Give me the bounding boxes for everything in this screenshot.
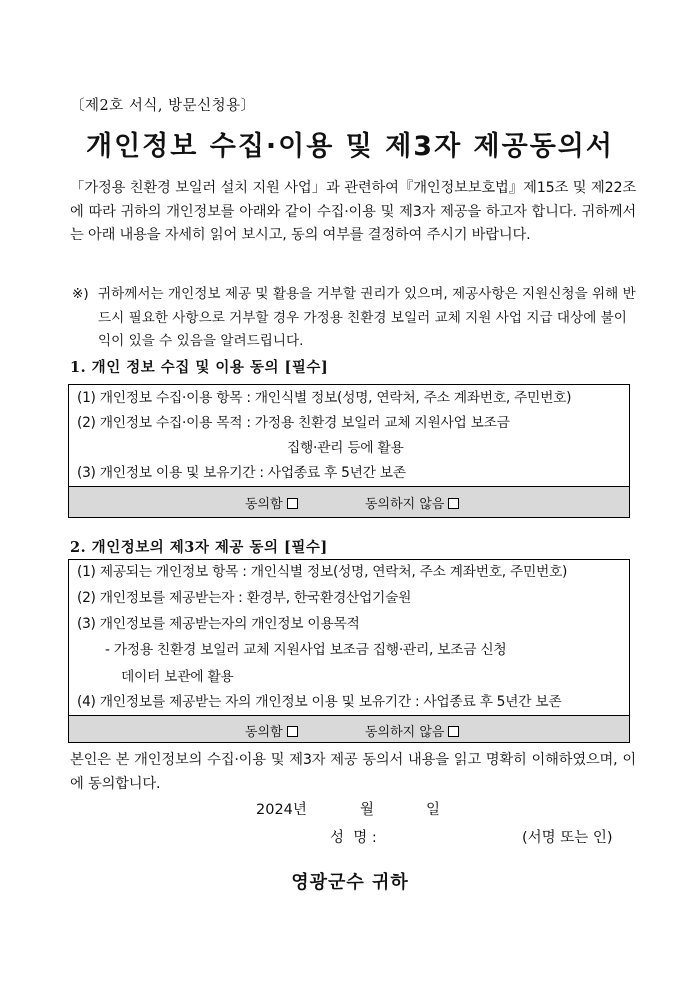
- date-year: 2024년: [256, 802, 307, 818]
- section1-consent-bar: [69, 486, 629, 517]
- section1-agree-label: 동의함: [245, 497, 283, 512]
- notice: [72, 283, 638, 354]
- recipient: 영광군수 귀하: [291, 872, 409, 893]
- section1-disagree-option[interactable]: [365, 493, 459, 512]
- notice-mark: ※): [72, 286, 89, 302]
- page-title: 개인정보 수집·이용 및 제3자 제공동의서: [86, 131, 614, 162]
- section2-item-3-sub: - 가정용 친환경 보일러 교체 지원사업 보조금 집행·관리, 보조금 신청: [105, 642, 507, 658]
- section2-agree-checkbox[interactable]: [287, 726, 298, 737]
- section1-item-3: (3) 개인정보 이용 및 보유기간 : 사업종료 후 5년간 보존: [77, 465, 406, 481]
- section2-disagree-label: 동의하지 않음: [365, 725, 445, 740]
- intro-paragraph: 「가정용 친환경 보일러 설치 지원 사업」과 관련하여『개인정보보호법』제15조 및 제22조에 따라 귀하의 개인정보를 아래와 같이 수집·이용 및 제3자 제공을 하고자 합니다. 귀하께서는 아래 내용을 자세히 읽어 보시고, 동의 여부를 결정하여 주시기 바랍니다.: [70, 180, 636, 243]
- section1-disagree-label: 동의하지 않음: [365, 497, 445, 512]
- notice-text: 귀하께서는 개인정보 제공 및 활용을 거부할 권리가 있으며, 제공사항은 지원신청을 위해 반드시 필요한 사항으로 거부할 경우 가정용 친환경 보일러 교체 지원 사업 지급 대상에 불이익이 있을 수 있음을 알려드립니다.: [98, 286, 636, 349]
- section2-disagree-checkbox[interactable]: [448, 726, 459, 737]
- section1-agree-option[interactable]: [245, 493, 298, 512]
- section2-item-2: (2) 개인정보를 제공받는자 : 환경부, 한국환경산업기술원: [77, 590, 412, 606]
- section2-item-3: (3) 개인정보를 제공받는자의 개인정보 이용목적: [77, 616, 360, 632]
- section2-consent-bar: [69, 715, 629, 742]
- date-month: 월: [360, 802, 375, 818]
- section1-item-2-cont: 집행·관리 등에 활용: [287, 440, 404, 456]
- section2-agree-label: 동의함: [245, 725, 283, 740]
- section2-box: [68, 559, 630, 743]
- section1-disagree-checkbox[interactable]: [448, 498, 459, 509]
- section2-item-3-sub-cont: 데이터 보관에 활용: [121, 669, 234, 685]
- section2-disagree-option[interactable]: [365, 721, 459, 740]
- section2-heading: 2. 개인정보의 제3자 제공 동의 [필수]: [70, 539, 328, 556]
- section1-heading: 1. 개인 정보 수집 및 이용 동의 [필수]: [70, 359, 329, 376]
- section1-item-1: (1) 개인정보 수집·이용 항목 : 개인식별 정보(성명, 연락처, 주소 계좌번호, 주민번호): [77, 390, 572, 406]
- form-code: 〔제2호 서식, 방문신청용〕: [70, 98, 256, 114]
- declaration-paragraph: 본인은 본 개인정보의 수집·이용 및 제3자 제공 동의서 내용을 읽고 명확히 이해하였으며, 이에 동의합니다.: [70, 752, 636, 792]
- date-day: 일: [426, 802, 441, 818]
- section1-box: [68, 384, 630, 518]
- section1-item-2: (2) 개인정보 수집·이용 목적 : 가정용 친환경 보일러 교체 지원사업 보조금: [77, 415, 510, 431]
- section1-agree-checkbox[interactable]: [287, 498, 298, 509]
- signature-note: (서명 또는 인): [522, 830, 613, 846]
- section2-agree-option[interactable]: [245, 721, 298, 740]
- section2-item-1: (1) 제공되는 개인정보 항목 : 개인식별 정보(성명, 연락처, 주소 계좌번호, 주민번호): [77, 564, 568, 580]
- section2-item-4: (4) 개인정보를 제공받는 자의 개인정보 이용 및 보유기간 : 사업종료 후 5년간 보존: [77, 694, 562, 710]
- signature-label: 성 명 :: [330, 830, 377, 846]
